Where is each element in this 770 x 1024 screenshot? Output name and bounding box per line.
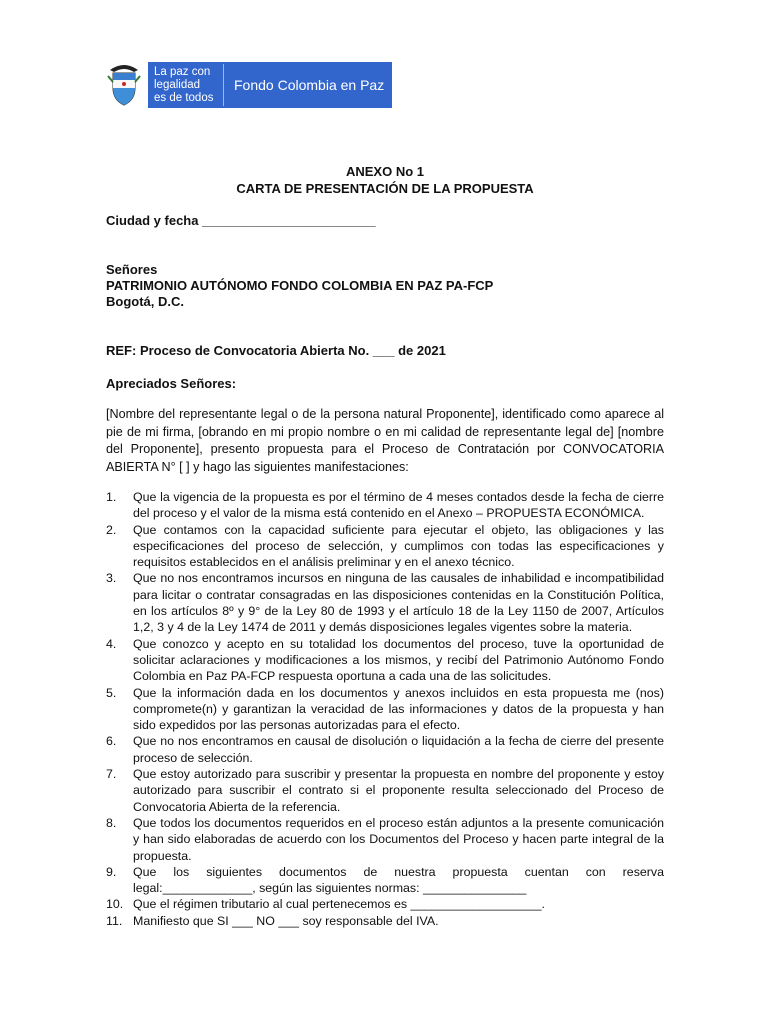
document-subtitle: CARTA DE PRESENTACIÓN DE LA PROPUESTA [236,181,534,196]
list-item-number: 5. [106,685,117,700]
list-item [106,913,664,929]
list-item-number: 1. [106,490,117,504]
list-item-text: Que la información dada en los documentos y anexos incluidos en esta propuesta me (nos) compromete(n) y garantizan la veracidad de las informaciones y datos de la propuesta y han sido expedidos por las personas autorizadas para el efecto. [133,685,664,733]
list-item [106,766,664,815]
slogan-line: es de todos [154,91,214,104]
list-item [106,522,664,571]
reference-line: REF: Proceso de Convocatoria Abierta No. ___ de 2021 [106,343,446,358]
list-item-number: 9. [106,864,117,879]
document-title: ANEXO No 1 [345,164,424,179]
salutation: Señores [106,262,158,277]
addressee-city: Bogotá, D.C. [106,294,184,309]
list-item [106,570,664,635]
list-item [106,864,664,897]
greeting: Apreciados Señores: [106,376,237,391]
header-logo [106,62,392,108]
list-item-number: 10. [106,897,124,912]
addressee-entity: PATRIMONIO AUTÓNOMO FONDO COLOMBIA EN PAZ PA-FCP [106,278,494,293]
colombia-coat-of-arms-icon [106,62,142,108]
logo-banner [148,62,392,108]
logo-fund-name: Fondo Colombia en Paz [234,77,385,93]
list-item-number: 6. [106,734,117,749]
list-item-text: Que no nos encontramos en causal de disolución o liquidación a la fecha de cierre del presente proceso de selección. [133,734,664,765]
list-item [106,815,664,864]
list-item-text: Que no nos encontramos incursos en ninguna de las causales de inhabilidad e incompatibilidad para licitar o contratar consagradas en las disposiciones contenidas en la Constitución Política, en los artículos 8º y 9° de la Ley 80 de 1993 y el artículo 18 de la Ley 1150 de 2007, Artículos 1,2, 3 y 4 de la Ley 1474 de 2011 y demás disposiciones legales vigentes sobre la materia. [133,571,664,635]
list-item [106,733,664,766]
list-item-text: Manifiesto que SI ___ NO ___ soy responsable del IVA. [133,913,439,928]
list-item-text: Que la vigencia de la propuesta es por el término de 4 meses contados desde la fecha de cierre del proceso y el valor de la misma está contenido en el Anexo – PROPUESTA ECONÓMICA. [133,490,664,521]
slogan-line: La paz con [154,65,211,78]
list-item-text: Que el régimen tributario al cual pertenecemos es ___________________. [133,897,545,912]
list-item-text: Que estoy autorizado para suscribir y presentar la propuesta en nombre del proponente y estoy autorizado para suscribir el contrato si el proponente resulta seleccionado del Proceso de Convocatoria Abierta de la referencia. [133,767,664,814]
list-item-number: 11. [106,913,123,928]
list-item-number: 2. [106,522,117,537]
list-item-number: 7. [106,767,117,782]
declarations-list [106,489,664,929]
list-item [106,489,664,522]
logo-slogan [148,64,224,106]
list-item [106,685,664,734]
list-item-text: Que los siguientes documentos de nuestra propuesta cuentan con reserva legal:_____________, según las siguientes normas: _______________ [133,864,664,896]
list-item [106,636,664,685]
list-item [106,896,664,912]
list-item-number: 4. [106,636,117,651]
city-date-line: Ciudad y fecha ________________________ [106,213,376,228]
list-item-text: Que todos los documentos requeridos en el proceso están adjuntos a la presente comunicación y han sido elaboradas de acuerdo con los Documentos del Proceso y hacen parte integral de la propuesta. [133,815,664,863]
list-item-text: Que conozco y acepto en su totalidad los documentos del proceso, tuve la oportunidad de solicitar aclaraciones y modificaciones a los mismos, y recibí del Patrimonio Autónomo Fondo Colombia en Paz PA-FCP respuesta oportuna a cada una de las solicitudes. [133,636,664,684]
list-item-text: Que contamos con la capacidad suficiente para ejecutar el objeto, las obligaciones y las especificaciones del proceso de selección, y cumplimos con todas las especificaciones y requisitos establecidos en el análisis preliminar y en el anexo técnico. [133,522,664,570]
slogan-line: legalidad [154,78,201,91]
list-item-number: 3. [106,571,117,586]
intro-paragraph: [Nombre del representante legal o de la persona natural Proponente], identificado como aparece al pie de mi firma, [obrando en mi propio nombre o en mi calidad de representante legal de] [nombre del Proponente], presento propuesta para el Proceso de Contratación por CONVOCATORIA ABIERTA N° [ ] y hago las siguientes manifestaciones: [106,407,664,474]
list-item-number: 8. [106,815,117,830]
